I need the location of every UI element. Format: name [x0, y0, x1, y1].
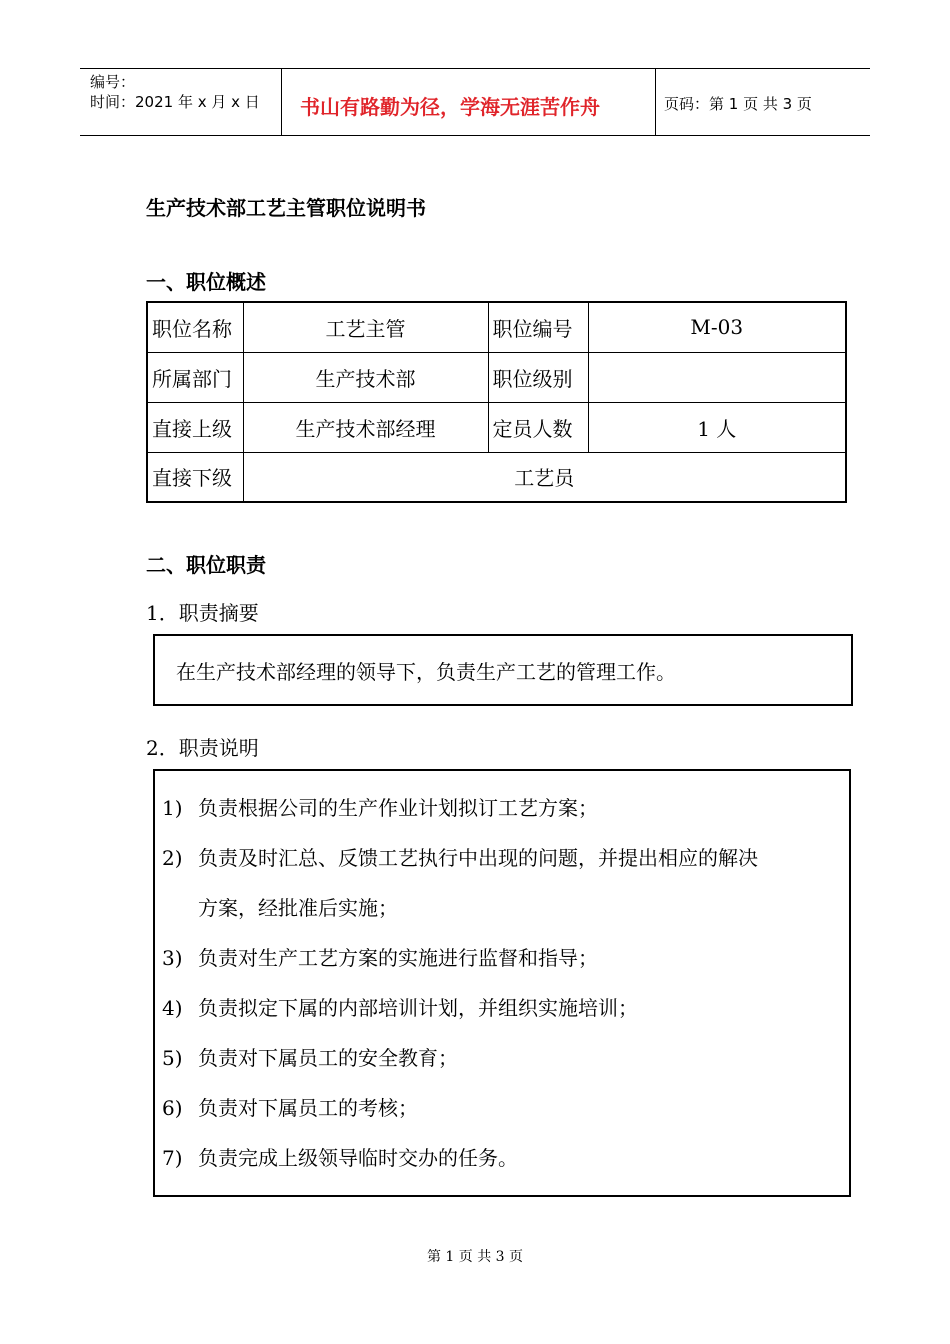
header-top-rule — [80, 68, 870, 69]
table-value: 工艺员 — [243, 452, 846, 502]
table-value — [588, 352, 846, 402]
table-label: 职位级别 — [488, 352, 588, 402]
item-text: 负责拟定下属的内部培训计划，并组织实施培训； — [198, 996, 638, 1020]
item-number: 6) — [162, 1096, 183, 1120]
header-bottom-rule — [80, 135, 870, 136]
section-heading: 二、职位职责 — [146, 553, 266, 577]
list-item — [162, 1092, 418, 1121]
table-label: 职位编号 — [488, 302, 588, 352]
table-label: 定员人数 — [488, 402, 588, 452]
table-value: 生产技术部经理 — [243, 402, 488, 452]
table-label: 直接上级 — [147, 402, 243, 452]
list-item — [162, 892, 398, 921]
list-item — [162, 942, 598, 971]
list-item — [162, 842, 758, 871]
item-number: 7) — [162, 1146, 183, 1170]
item-number: 2) — [162, 846, 183, 870]
table-label: 直接下级 — [147, 452, 243, 502]
item-text: 负责完成上级领导临时交办的任务。 — [198, 1146, 518, 1170]
header-page-info: 页码：第 1 页 共 3 页 — [664, 95, 812, 113]
list-item — [162, 1142, 518, 1171]
table-row — [147, 452, 846, 502]
section-heading: 一、职位概述 — [146, 270, 266, 294]
table-label: 所属部门 — [147, 352, 243, 402]
table-value: M-03 — [588, 302, 846, 352]
table-row — [147, 352, 846, 402]
item-text: 负责及时汇总、反馈工艺执行中出现的问题，并提出相应的解决 — [198, 846, 758, 870]
table-row — [147, 302, 846, 352]
item-text-continued: 方案，经批准后实施； — [198, 896, 398, 920]
table-label: 职位名称 — [147, 302, 243, 352]
header-divider — [655, 68, 656, 136]
subsection-heading: 2．职责说明 — [146, 736, 259, 760]
item-number: 5) — [162, 1046, 183, 1070]
item-text: 负责对下属员工的考核； — [198, 1096, 418, 1120]
position-overview-table — [146, 301, 847, 503]
item-text: 负责根据公司的生产作业计划拟订工艺方案； — [198, 796, 598, 820]
page-footer: 第 1 页 共 3 页 — [426, 1249, 524, 1265]
header-code-label: 编号： — [90, 73, 136, 91]
item-text: 负责对生产工艺方案的实施进行监督和指导； — [198, 946, 598, 970]
list-item — [162, 1042, 458, 1071]
table-value: 生产技术部 — [243, 352, 488, 402]
summary-text: 在生产技术部经理的领导下，负责生产工艺的管理工作。 — [176, 660, 676, 684]
subsection-heading: 1．职责摘要 — [146, 601, 259, 625]
table-value: 工艺主管 — [243, 302, 488, 352]
duties-box — [153, 769, 851, 1197]
header-divider — [281, 68, 282, 136]
header-time-label: 时间：2021 年 x 月 x 日 — [90, 93, 260, 111]
item-number: 4) — [162, 996, 183, 1020]
item-number: 1) — [162, 796, 183, 820]
table-row — [147, 402, 846, 452]
table-value: 1 人 — [588, 402, 846, 452]
item-number: 3) — [162, 946, 183, 970]
list-item — [162, 792, 598, 821]
item-text: 负责对下属员工的安全教育； — [198, 1046, 458, 1070]
list-item — [162, 992, 638, 1021]
header-motto: 书山有路勤为径，学海无涯苦作舟 — [300, 95, 600, 119]
document-title: 生产技术部工艺主管职位说明书 — [146, 196, 426, 220]
